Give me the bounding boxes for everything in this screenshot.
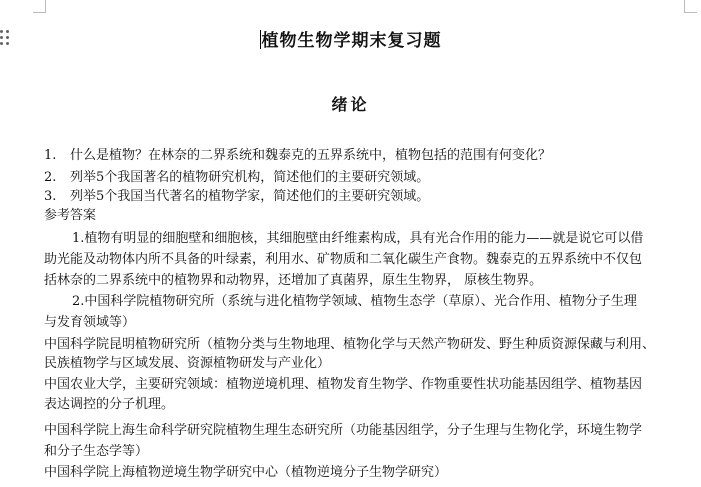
answer-line: 中国科学院上海生命科学研究院植物生理生态研究所（功能基因组学，分子生理与生物化学，环境生物学 [44, 423, 643, 438]
document-title-text: 植物生物学期末复习题 [261, 31, 442, 51]
question-text: 什么是植物？在林奈的二界系统和魏泰克的五界系统中，植物包括的范围有何变化？ [70, 148, 552, 163]
answer-line: 与发育领域等） [44, 315, 136, 330]
answer-line: 2.中国科学院植物研究所（系统与进化植物学领域、植物生态学（草原）、光合作用、植物分子生理 [72, 294, 637, 309]
question-number: 1. [44, 148, 57, 163]
question-number: 3. [44, 189, 57, 204]
answer-line: 表达调控的分子机理。 [44, 397, 175, 412]
page-margin-corner-left [33, 0, 46, 13]
answer-line: 中国科学院上海植物逆境生物学研究中心（植物逆境分子生物学研究） [44, 465, 448, 480]
answer-line: 中国科学院昆明植物研究所（植物分类与生物地理、植物化学与天然产物研发、野生种质资源保藏与利用、 [44, 337, 656, 352]
answer-line: 括林奈的二界系统中的植物界和动物界，还增加了真菌界，原生生物界， 原核生物界。 [44, 273, 543, 288]
answer-heading: 参考答案 [44, 208, 97, 223]
answer-line: 民族植物学与区域发展、资源植物研发与产业化） [44, 356, 331, 371]
question-text: 列举5个我国著名的植物研究机构，简述他们的主要研究领域。 [70, 170, 430, 185]
question-text: 列举5个我国当代著名的植物学家，简述他们的主要研究领域。 [70, 189, 430, 204]
answer-line: 1.植物有明显的细胞壁和细胞核，其细胞壁由纤维素构成，具有光合作用的能力——就是说它可以借 [72, 231, 644, 246]
document-title[interactable] [0, 26, 701, 51]
page-margin-corner-right [684, 0, 697, 13]
text-cursor [260, 30, 261, 49]
answer-line: 中国农业大学，主要研究领域：植物逆境机理、植物发育生物学、作物重要性状功能基因组学、植物基因 [44, 377, 643, 392]
question-item-2 [44, 170, 429, 186]
answer-line: 和分子生态学等） [44, 444, 149, 459]
question-number: 2. [44, 170, 57, 185]
question-item-1 [44, 148, 551, 164]
question-item-3 [44, 189, 429, 205]
answer-line: 助光能及动物体内所不具备的叶绿素，利用水、矿物质和二氧化碳生产食物。魏泰克的五界系统中不仅包 [44, 252, 643, 267]
section-heading: 绪论 [331, 95, 370, 114]
